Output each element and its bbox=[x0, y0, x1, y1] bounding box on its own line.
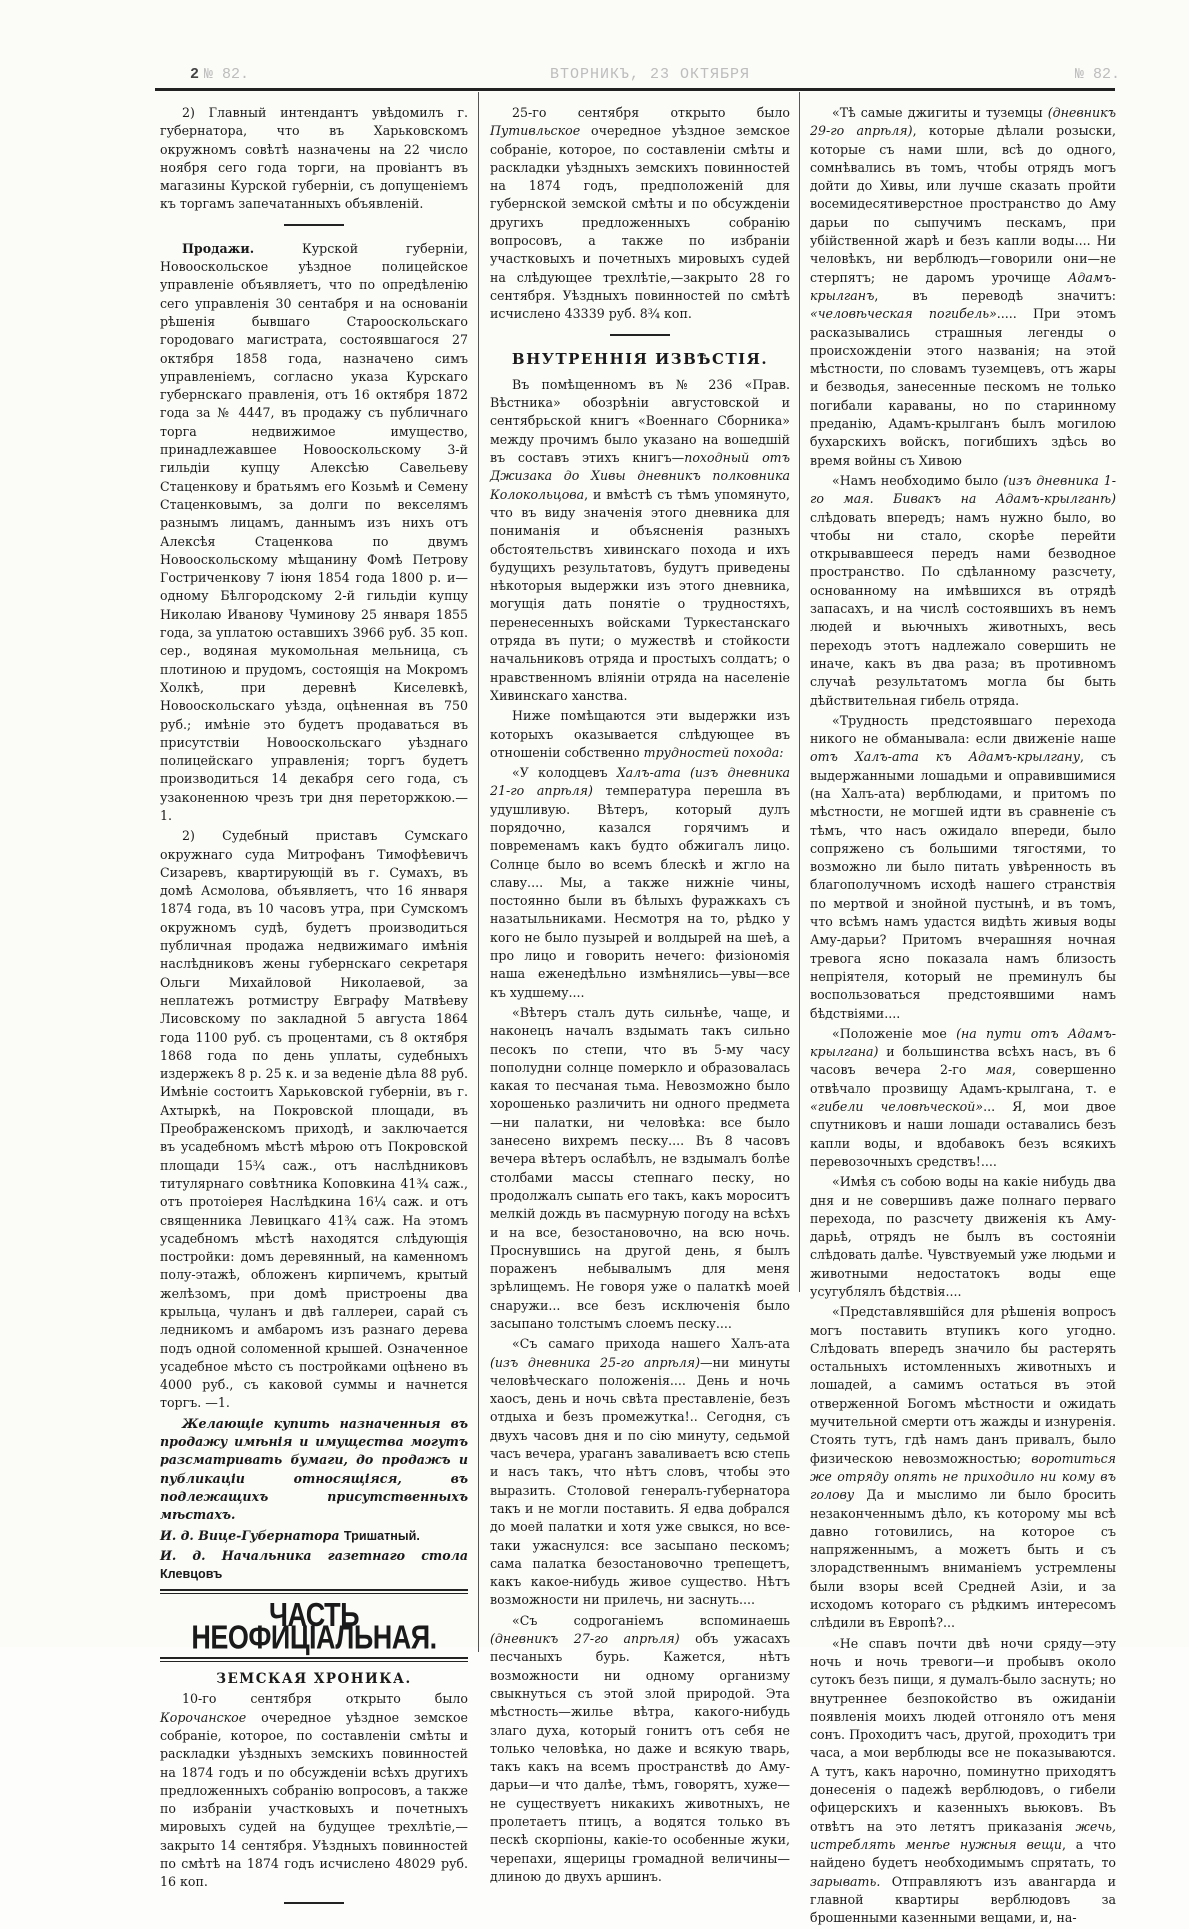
subsection-title: ЗЕМСКАЯ ХРОНИКА. bbox=[216, 1671, 412, 1688]
diary-question: «Представлявшійся для рѣшенія вопросъ могъ поставить втупикъ кого угодно. Слѣдовать впередъ значило бы растерять остальныхъ истомленныхъ животныхъ и лошадей, а самимъ остаться въ этой отверженной Богомъ мѣстности и ожидать мучительной смерти отъ жажды и изнуренія. Стоять тутъ, гдѣ намъ данъ привалъ, было физическою невозможностью; воротиться же отряду опять не приходило ни кому въ голову Да и мыслимо ли было бросить незаконченнымъ дѣло, къ которому мы всѣ давно готовились, на которое съ напряженнымъ, а можетъ быть и съ злорадственнымъ вниманіемъ устремлены были взоры всей Средней Азіи, и за исходомъ котораго съ рѣдкимъ интересомъ слѣдили въ Европѣ?... bbox=[810, 1304, 1116, 1631]
paragraph-intendant: 2) Главный интендантъ увѣдомилъ г. губернатора, что въ Харьковскомъ окружномъ совѣтѣ назначены на 22 число ноября сего года торги, на провіантъ въ магазины Курской губерніи, съ допущеніемъ къ торгамъ запечатанныхъ объявленій. bbox=[160, 105, 468, 212]
diary-sleepless: «Не спавъ почти двѣ ночи сряду—эту ночь и ночь тревоги—и пробывъ около сутокъ безъ пищи, я думалъ-было заснуть; но внутреннее безпокойство въ ожиданіи появленія моихъ людей отгоняло отъ меня сонъ. Проходитъ часъ, другой, проходитъ три часа, а мои верблюды все не показываются. А тутъ, какъ нарочно, поминутно приходятъ донесенія о падежѣ верблюдовъ, о гибели офицерскихъ и казенныхъ вьюковъ. Въ отвѣтъ на это летятъ приказанія жечь, истреблять менѣе нужныя вещи, а что найдено будетъ необходимымъ спрятать, то зарывать. Отправляютъ изъ авангарда и главной квартиры верблюдовъ за брошенными казенными вещами, и, на- bbox=[810, 1635, 1116, 1926]
column-divider-1 bbox=[478, 92, 479, 1652]
page-number: 2 bbox=[190, 66, 200, 83]
column-divider-2 bbox=[799, 92, 800, 1292]
diary-apr-29: «Тѣ самые джигиты и туземцы (дневникъ 29-го апрѣля), которые дѣлали розыски, которые съ нами шли, всѣ до одного, сомнѣвались въ томъ, чтобы отрядъ могъ дойти до Хивы, или лучше сказать пройти восемидесятиверстное пространство до Аму дарьи по сыпучимъ пескамъ, при убійственной жарѣ и безъ капли воды.... Ни человѣкъ, ни верблюдъ—говорили они—не стерпятъ; не даромъ урочище Адамъ-крылганъ, въ переводѣ значитъ: «человѣческая погибель»..... При этомъ расказывались страшныя легенды о происхожденіи этого названія; на этой мѣстности, по словамъ туземцевъ, отъ жары и безводья, занесенные пескомъ не только погибали караваны, но по старинному преданію, Адамъ-крылганъ былъ могилою бухарскихъ войскъ, погибшихъ здѣсь во время войны съ Хивою bbox=[810, 105, 1116, 468]
page-header bbox=[190, 66, 1120, 90]
diary-difficulty: «Трудность предстоявшаго перехода никого не обманывала: если движеніе наше отъ Халъ-ата къ Адамъ-крылгану, съ выдержанными лошадьми и оправившимися (на Халъ-ата) верблюдами, и притомъ по мѣстности, не могшей идти въ сравненіе съ тѣмъ, что насъ ожидало впереди, было сопряжено съ большими тягостями, то возможно ли было питать увѣренность въ благополучномъ исходѣ нашего странствія по мертвой и знойной пустынѣ, и въ томъ, что всѣмъ намъ удастся видѣть живыя воды Аму-дарьи? Притомъ вчерашняя ночная тревога ясно показала намъ близость непріятеля, который не преминулъ бы воспользоваться предстоявшими намъ бѣдствіями.... bbox=[810, 712, 1116, 1021]
sales-lead: Продажи. bbox=[182, 240, 255, 256]
section-rule-top bbox=[160, 1589, 468, 1594]
diary-may-1: «Намъ необходимо было (изъ дневника 1-го мая. Бивакъ на Адамъ-крылганѣ) слѣдовать впередъ; намъ нужно было, во чтобы ни стало, скорѣе перейти открывавшееся передъ нами безводное пространство. По сдѣланному разсчету, основанному на имѣвшихся въ отрядѣ запасахъ, и на числѣ состоявшихъ въ немъ людей и вьючныхъ животныхъ, весь переходъ этотъ надлежало совершить не иначе, какъ въ два раза; въ противномъ случаѣ результатомъ могла бы быть дѣйствительная гибель отряда. bbox=[810, 472, 1116, 708]
signature-newspaper-desk: И. д. Начальника газетнаго стола Клевцовъ bbox=[160, 1547, 468, 1582]
separator-rule bbox=[610, 334, 670, 336]
column-3 bbox=[810, 104, 1116, 1929]
section-title: ЧАСТЬ НЕОФИЦІАЛЬНАЯ. bbox=[191, 1596, 437, 1657]
paragraph-bailiff: 2) Судебный приставъ Сумскаго окружнаго суда Митрофанъ Тимофѣевичъ Сизаревъ, квартирующій въ г. Сумахъ, въ домѣ Асмолова, объявляетъ, что 16 января 1874 года, въ 10 часовъ утра, при Сумскомъ окружномъ судѣ, будетъ производиться публичная продажа недвижимаго имѣнія наслѣдниковъ жены губернскаго секретаря Ольги Михайловой Николаевой, за неплатежъ ротмистру Евграфу Матвѣеву Лисовскому по закладной 5 августа 1864 года 1100 руб. съ процентами, съ 8 октября 1868 года по день уплаты, судебныхъ издержекъ 8 р. 25 к. и за веденіе дѣла 88 руб. Имѣніе состоитъ Харьковской губерніи, въ г. Ахтыркѣ, на Покровской площади, въ Преображенскомъ приходѣ, и заключается въ усадебномъ мѣстѣ мѣрою отъ Покровской площади 15¾ саж., отъ наслѣдниковъ титулярнаго совѣтника Коповкина 41¾ саж., отъ протоіерея Наслѣдкина 16¼ саж. и отъ священника Левицкаго 41¾ саж. На этомъ усадебномъ мѣстѣ находятся слѣдующія постройки: домъ деревянный, на каменномъ полу-этажѣ, обложенъ кирпичемъ, крытый желѣзомъ, при домѣ пристроены два крыльца, чуланъ и двѣ галлереи, сарай съ ледникомъ и амбаромъ изъ разнаго дерева подъ одной соломенной крышей. Означенное усадебное мѣсто съ постройками оцѣнено въ 4000 руб., съ каковой суммы и начнется торгъ. —1. bbox=[160, 828, 468, 1411]
separator-rule bbox=[284, 224, 344, 226]
diary-apr-21: «У колодцевъ Халъ-ата (изъ дневника 21-го апрѣля) температура перешла въ удушливую. Вѣтеръ, который дулъ порядочно, казался горячимъ и повременамъ какъ будто обжигалъ лицо. Солнце было во всемъ блескѣ и жгло на славу.... Мы, а также нижніе чины, постоянно были въ бѣлыхъ фуражкахъ съ назатыльниками. Несмотря на то, рѣдко у кого не было пузырей и волдырей на шеѣ, а про лицо и говорить нечего: физіономія наша еженедѣльно измѣнялись—увы—все къ худшему.... bbox=[490, 765, 790, 1000]
internal-news-title: ВНУТРЕННІЯ ИЗВѢСТІЯ. bbox=[511, 349, 769, 368]
paragraph-notice: Желающіе купить назначенныя въ продажу имѣнія и имущества могутъ разсматривать бумаги, до продажъ и публикаціи относящіяся, въ подлежащихъ присутственныхъ мѣстахъ. bbox=[160, 1415, 468, 1523]
end-rule bbox=[284, 1902, 344, 1904]
paragraph-sales: Продажи. Курской губерніи, Новооскольское уѣздное полицейское управленіе объявляетъ, что по опредѣленію сего управленія 30 сентабря и на основаніи рѣшенія бывшаго Старооскольскаго городоваго магистрата, состоявшагося 27 октября 1858 года, назначено симъ управленіемъ, согласно указа Курскаго губернскаго правленія, отъ 16 октября 1872 года за № 4447, въ продажу съ публичнаго торга недвижимое имущество, принадлежавшее Новооскольскому 3-й гильдіи купцу Алексѣю Савельеву Стаценкову и братьямъ его Козьмѣ и Семену Стаценковымъ, за долги по векселямъ разнымъ лицамъ, даннымъ изъ нихъ отъ Алексѣя Стаценкова по двумъ Новооскольскому мѣщанину Фомѣ Петрову Гостриченкову 7 іюня 1854 года 1800 р. и—одному Бѣлгородскому 2-й гильдіи купцу Николаю Иванову Чуминову 25 января 1855 года, за уплатою оставшихъ 3966 руб. 35 коп. сер., водяная мукомольная мельница, съ плотиною и прудомъ, состоящія на Мокромъ Холкѣ, при деревнѣ Киселевкѣ, Новооскольскаго уѣзда, оцѣненная въ 750 руб.; имѣніе это будетъ продаваться въ присутствіи Новооскольскаго уѣзднаго полицейскаго управленія; торгъ будетъ производиться 14 декабря сего года, съ узаконенною чрезъ три дня переторжкою.—1. bbox=[160, 240, 468, 823]
diary-apr-27: «Съ содроганіемъ вспоминаешь (дневникъ 27-го апрѣля) объ ужасахъ песчаныхъ бурь. Кажется, нѣтъ возможности ни одному организму свыкнуться съ этой злой природой. Эта мѣстность—жилье вѣтра, какого-нибудь злаго духа, который гонитъ отъ себя не только человѣка, но даже и всякую тварь, такъ какъ на всемъ пространствѣ до Аму-дарьи—и что далѣе, тѣмъ, говорятъ, хуже—не существуетъ никакихъ животныхъ, не пролетаетъ птицъ, а водятся только въ пескѣ скорпіоны, какіе-то особенные жуки, черепахи, ящерицы громадной величины—длиною до двухъ аршинъ. bbox=[490, 1612, 790, 1884]
diary-may-2: «Положеніе мое (на пути отъ Адамъ-крылгана) и большинства всѣхъ насъ, въ 6 часовъ вечера 2-го мая, совершенно отвѣчало прозвищу Адамъ-крылгана, т. е «гибели человѣческой»... Я, мои двое спутниковъ и наши лошади оставались безъ капли воды, и вдобавокъ безъ всякихъ перевозочныхъ средствъ!.... bbox=[810, 1025, 1117, 1169]
diary-water: «Имѣя съ собою воды на какіе нибудь два дня и не совершивъ даже полнаго перваго перехода, по разсчету движенія къ Аму-дарьѣ, отрядъ не былъ въ состояніи слѣдовать далѣе. Чувствуемый уже людьми и животными недостатокъ воды еще усугублялъ бѣдствія.... bbox=[810, 1174, 1116, 1299]
column-2 bbox=[490, 104, 790, 1888]
date-title: ВТОРНИКЪ, 23 ОКТЯБРЯ bbox=[550, 66, 751, 83]
section-rule-bottom bbox=[160, 1657, 468, 1662]
paragraph-intro: Въ помѣщенномъ въ № 236 «Прав. Вѣстника» обозрѣніи августовской и сентябрьской книгъ «Военнаго Сборника» между прочимъ было указано на вошедшій въ составъ этихъ книгъ—походный отъ Джизака до Хивы дневникъ полковника Колокольцова, и вмѣстѣ съ тѣмъ упомянуто, что въ виду значенія этого дневника для пониманія и объясненія разныхъ обстоятельствъ хивинскаго похода и ихъ будущихъ результатовъ, будутъ приведены нѣкоторыя выдержки изъ этого дневника, могущія дать понятіе о трудностяхъ, перенесенныхъ войсками Туркестанскаго отряда въ пути; о мужествѣ и стойкости начальниковъ отряда и простыхъ солдатъ; о нравственномъ вліяніи отряда на населеніе Хивинскаго ханства. bbox=[490, 376, 790, 703]
diary-wind: «Вѣтеръ сталъ дуть сильнѣе, чаще, и наконецъ началъ вздымать такъ сильно песокъ по степи, что въ 5-му часу пополудни солнце померкло и образовалась какая то песчаная тьма. Невозможно было хорошенько различить ни одного предмета—ни палатки, ни человѣка: все было занесено вихремъ песку.... Въ 8 часовъ вечера вѣтеръ ослабѣлъ, не вздымалъ болѣе столбами массы степнаго песку, но продолжалъ сыпать его такъ, какъ мороситъ мелкій дождь въ пасмурную погоду на всѣхъ и на все, безостановочно, на всю ночь. Проснувшись на другой день, я былъ пораженъ небывалымъ для меня зрѣлищемъ. Не говоря уже о палаткѣ моей снаружи... все безъ исключенія было засыпано толстымъ слоемъ песку.... bbox=[490, 1004, 791, 1331]
diary-apr-25: «Съ самаго прихода нашего Халъ-ата (изъ дневника 25-го апрѣля)—ни минуты человѣческаго положенія.... День и ночь хаосъ, день и ночь свѣта преставленіе, безъ отдыха и безъ промежутка!.. Сегодня, съ двухъ часовъ дня и по сію минуту, седьмой часъ вечера, ураганъ заваливаетъ всю степь и насъ такъ, что нѣтъ словъ, чтобы это выразить. Столовой генералъ-губернатора такъ и не могли поставить. Я едва добрался до моей палатки и хотя уже свыкся, но все-таки ужаснулся: все засыпано пескомъ; сама палатка безостановочно трепещетъ, какъ какое-нибудь живое существо. Нѣтъ возможности ни прилечь, ни заснуть.... bbox=[490, 1336, 790, 1608]
column-1 bbox=[160, 104, 468, 1918]
issue-number-right: № 82. bbox=[1074, 66, 1120, 83]
header-rule bbox=[155, 88, 1115, 91]
paragraph-korocha: 10-го сентября открыто было Корочанское очередное уѣздное земское собраніе, которое, по составленіи смѣты и раскладки уѣздныхъ земскихъ повинностей на 1874 годъ и по обсужденіи всѣхъ другихъ предложенныхъ собранію вопросовъ, а также по избраніи участковыхъ и почетныхъ мировыхъ судей на будущее трехлѣтіе,—закрыто 14 сентября. Уѣздныхъ повинностей по смѣтѣ на 1874 годъ исчислено 48029 руб. 16 коп. bbox=[160, 1691, 468, 1890]
paragraph-excerpts: Ниже помѣщаются эти выдержки изъ которыхъ оказывается слѣдующее въ отношеніи собственно трудностей похода: bbox=[490, 708, 790, 760]
signature-vice-governor: И. д. Вице-Губернатора Тришатный. bbox=[160, 1527, 420, 1543]
issue-number-left: № 82. bbox=[204, 66, 250, 83]
paragraph-putivl: 25-го сентября открыто было Путивльское очередное уѣздное земское собраніе, которое, по составленіи смѣты и раскладки уѣздныхъ земскихъ повинностей на 1874 годъ, предположеній для губернской земской смѣты и по обсужденіи другихъ предложенныхъ собранію вопросовъ, а также по избраніи участковыхъ и почетныхъ мировыхъ судей на слѣдующее трехлѣтіе,—закрыто 28 го сентября. Уѣздныхъ повинностей по смѣтѣ исчислено 43339 руб. 8¾ коп. bbox=[490, 105, 790, 322]
